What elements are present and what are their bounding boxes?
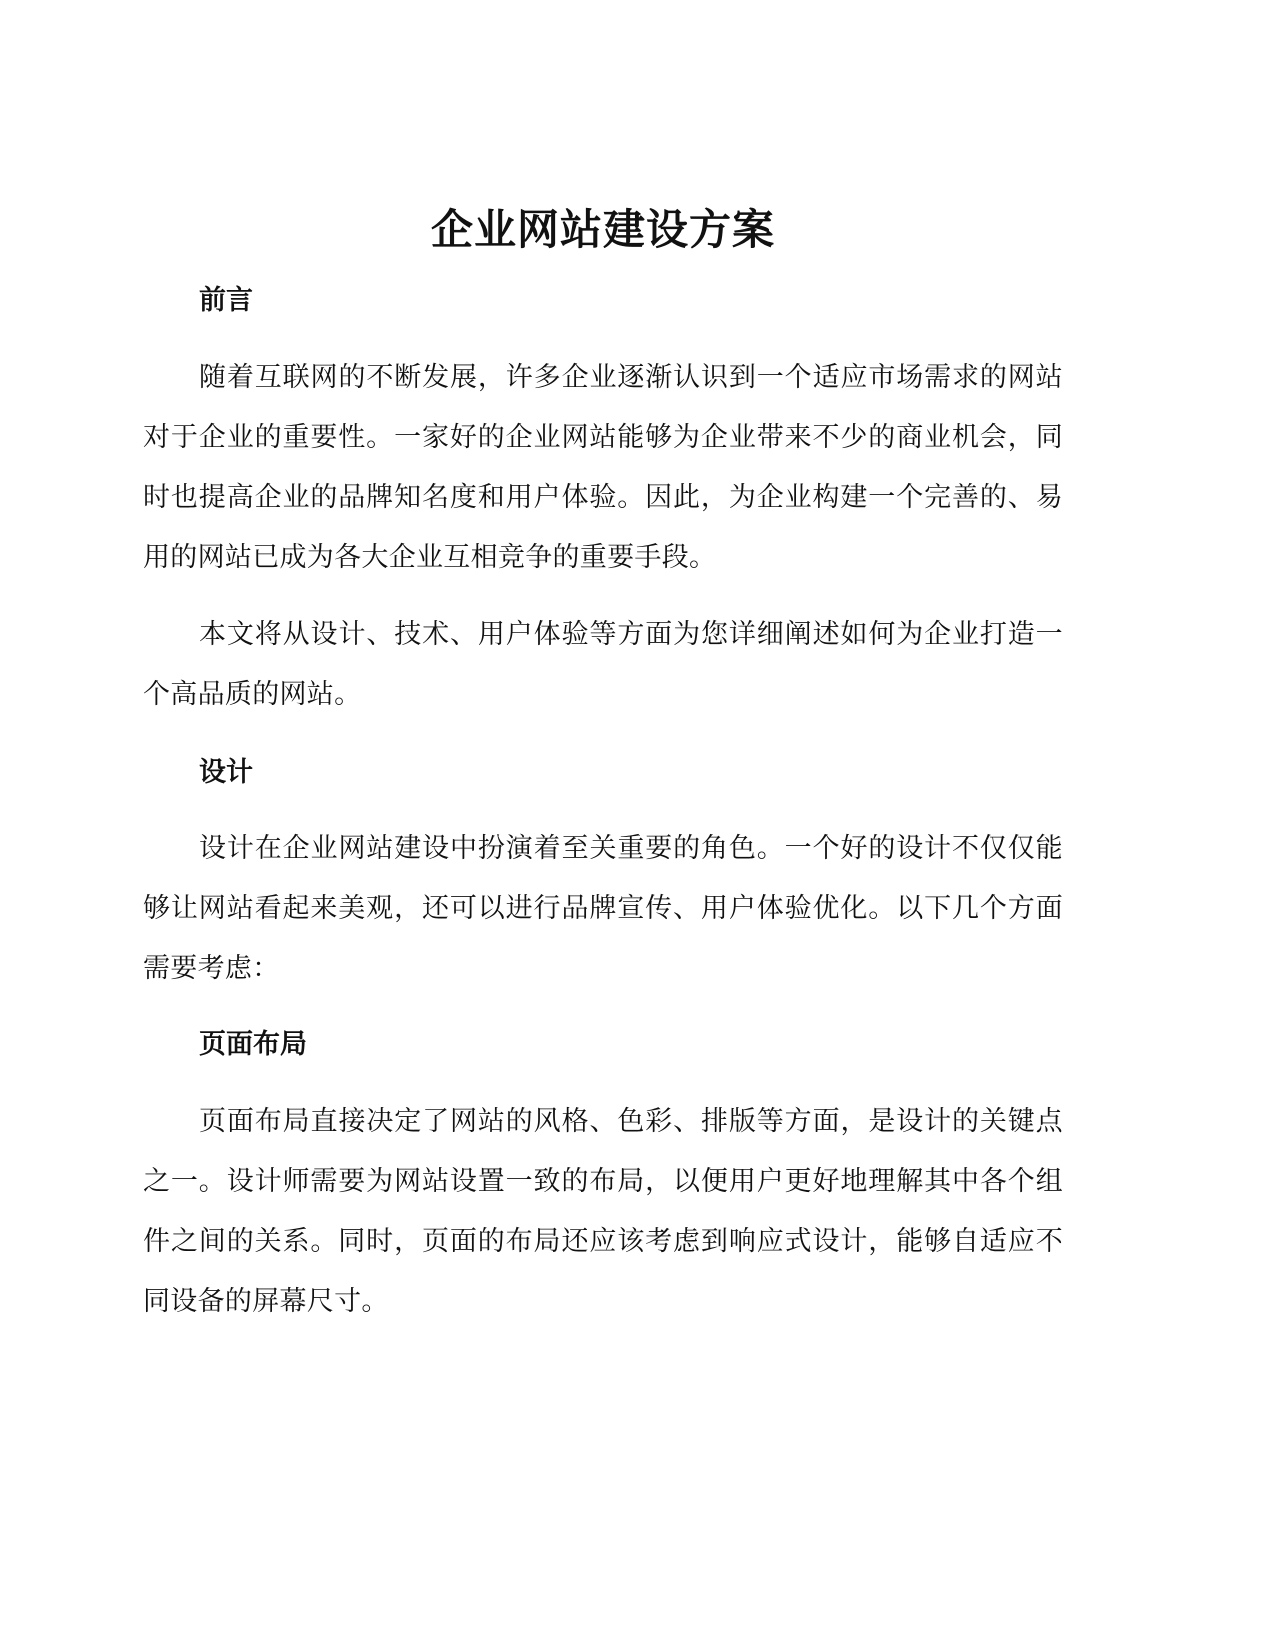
design-paragraph-1: 设计在企业网站建设中扮演着至关重要的角色。一个好的设计不仅仅能够让网站看起来美观，还可以进行品牌宣传、用户体验优化。以下几个方面需要考虑： bbox=[143, 833, 1063, 984]
page-layout-paragraph-1: 页面布局直接决定了网站的风格、色彩、排版等方面，是设计的关键点之一。设计师需要为网站设置一致的布局，以便用户更好地理解其中各个组件之间的关系。同时，页面的布局还应该考虑到响应式设计，能够自适应不同设备的屏幕尺寸。 bbox=[143, 1106, 1063, 1317]
section-heading-page-layout: 页面布局 bbox=[199, 1029, 307, 1060]
document-title: 企业网站建设方案 bbox=[430, 205, 775, 254]
preface-paragraph-1: 随着互联网的不断发展，许多企业逐渐认识到一个适应市场需求的网站对于企业的重要性。一家好的企业网站能够为企业带来不少的商业机会，同时也提高企业的品牌知名度和用户体验。因此，为企业构建一个完善的、易用的网站已成为各大企业互相竞争的重要手段。 bbox=[143, 362, 1063, 573]
section-heading-preface: 前言 bbox=[199, 285, 253, 316]
section-heading-design: 设计 bbox=[199, 757, 253, 788]
preface-paragraph-2: 本文将从设计、技术、用户体验等方面为您详细阐述如何为企业打造一个高品质的网站。 bbox=[143, 619, 1063, 710]
